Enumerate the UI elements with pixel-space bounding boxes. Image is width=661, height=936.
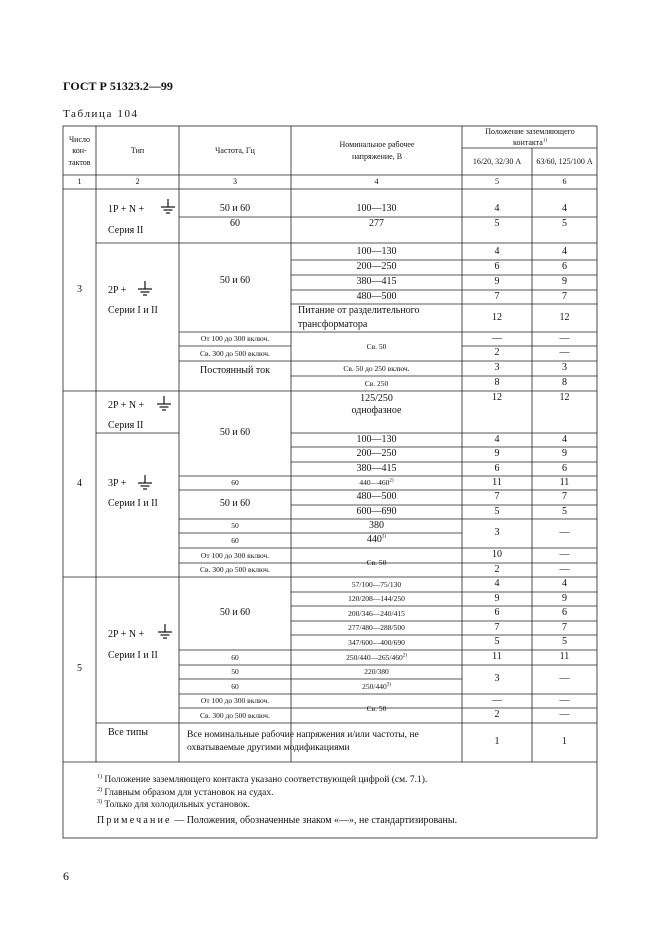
col-number: 2	[135, 177, 140, 186]
col-header-contacts: Число кон-тактов	[68, 135, 91, 167]
voltage: 600—690	[356, 505, 397, 517]
earth-position-16a: 6	[494, 462, 500, 474]
type-series: Серии I и II	[108, 497, 158, 509]
frequency: Св. 300 до 500 включ.	[200, 710, 270, 720]
type-label: Все типы	[108, 726, 148, 738]
voltage: 347/600—400/690	[348, 637, 405, 647]
earth-position-16a: 5	[494, 505, 500, 517]
voltage: 57/100—75/130	[351, 579, 402, 589]
earth-position-16a: 12	[492, 392, 502, 404]
voltage: 125/250	[360, 393, 393, 405]
earth-position-16a: 2	[494, 709, 500, 721]
earth-position-16a: —	[492, 694, 502, 706]
frequency: 50 и 60	[219, 498, 251, 510]
page-number: 6	[63, 869, 69, 883]
col-header-16a: 16/20, 32/30 А	[472, 156, 522, 166]
earth-position-63a: 4	[562, 202, 567, 214]
voltage: Св. 50	[366, 703, 387, 713]
earth-position-16a: 5	[494, 217, 500, 229]
type-label: 3P +	[108, 477, 127, 489]
earth-position-63a: 7	[562, 621, 567, 633]
voltage: 250/440—265/460$^{2)}$	[346, 652, 407, 662]
col-number: 3	[233, 177, 237, 186]
earth-position-16a: 7	[494, 621, 500, 633]
voltage: Св. 250	[364, 378, 389, 388]
earth-position-63a: 4	[562, 246, 567, 258]
earth-position-63a: —	[559, 563, 570, 575]
voltage: Питание от разделительного трансформатора	[298, 304, 420, 330]
type-series: Серия II	[108, 419, 144, 431]
earth-position-16a: 3	[494, 673, 500, 685]
type-series: Серии I и II	[108, 304, 158, 316]
earth-position-63a: 9	[562, 592, 567, 604]
type-series: Серии I и II	[108, 649, 158, 661]
voltage: Св. 50	[366, 341, 387, 351]
frequency: 60	[231, 681, 239, 691]
earth-position-16a: 4	[494, 202, 500, 214]
voltage: 100—130	[356, 433, 397, 445]
voltage: 100—130	[356, 202, 397, 214]
earth-position-16a: 3	[494, 362, 500, 374]
contacts-count: 3	[77, 283, 82, 295]
frequency: 50	[231, 667, 239, 677]
frequency: Постоянный ток	[200, 364, 270, 376]
frequency: 60	[230, 217, 240, 229]
voltage: 440—460$^{2)}$	[359, 478, 394, 488]
frequency: От 100 до 300 включ.	[200, 696, 270, 706]
voltage: 200/346—240/415	[348, 608, 405, 618]
earth-position-16a: 8	[494, 377, 500, 389]
frequency: Св. 300 до 500 включ.	[200, 348, 270, 358]
voltage: 480—500	[356, 290, 397, 302]
col-number: 4	[374, 177, 379, 186]
earth-position-16a: 4	[494, 433, 500, 445]
type-label: 2P + N +	[108, 628, 145, 640]
earth-position-16a: 7	[494, 290, 500, 302]
type-label: 2P +	[108, 284, 127, 296]
earth-position-63a: 9	[562, 276, 567, 288]
earth-position-63a: 9	[562, 448, 567, 460]
earth-position-16a: 5	[494, 636, 500, 648]
contacts-count: 5	[77, 663, 82, 675]
earth-position-16a: 12	[492, 311, 502, 323]
type-series: Серия II	[108, 224, 144, 236]
footnote: $^{2)}$ Главным образом для установок на судах.	[97, 787, 274, 799]
earth-position-16a: 11	[492, 651, 502, 663]
earth-position-16a: 2	[494, 347, 500, 359]
col-header-type: Тип	[130, 145, 145, 155]
earth-position-63a: —	[559, 694, 570, 706]
earth-position-63a: —	[559, 332, 570, 344]
frequency: 50 и 60	[219, 427, 251, 439]
earth-position-16a: 9	[494, 276, 500, 288]
earth-position-63a: 4	[562, 578, 567, 590]
earth-position-63a: 6	[562, 462, 567, 474]
col-header-frequency: Частота, Гц	[215, 145, 255, 155]
earth-position-63a: 1	[562, 736, 567, 748]
earth-position-63a: 5	[562, 636, 567, 648]
voltage: 380—415	[356, 462, 397, 474]
frequency: 50	[231, 521, 239, 531]
earth-position-63a: 3	[562, 362, 567, 374]
col-header-voltage: Номинальное рабочее напряжение, В	[339, 140, 415, 161]
earth-position-63a: 6	[562, 261, 567, 273]
table-caption: Таблица 104	[63, 108, 139, 120]
earth-position-16a: 9	[494, 592, 500, 604]
earth-position-63a: —	[559, 549, 570, 561]
frequency: 60	[231, 652, 239, 662]
voltage: 440$^{3)}$	[366, 534, 387, 546]
earth-position-63a: 12	[559, 392, 570, 404]
earth-position-63a: —	[559, 673, 570, 685]
voltage: 480—500	[356, 491, 397, 503]
earth-position-63a: —	[559, 347, 570, 359]
voltage: 277/480—288/500	[348, 623, 405, 633]
frequency: 50 и 60	[219, 202, 251, 214]
col-number: 6	[562, 177, 567, 186]
earth-position-63a: —	[559, 709, 570, 721]
earth-position-63a: —	[559, 527, 570, 539]
frequency: От 100 до 300 включ.	[200, 550, 270, 560]
earth-position-63a: 11	[559, 476, 570, 488]
earth-position-16a: 2	[494, 563, 500, 575]
footnote: $^{3)}$ Только для холодильных установок.	[97, 799, 250, 811]
frequency: Св. 300 до 500 включ.	[200, 565, 270, 575]
voltage: 277	[369, 217, 384, 229]
frequency: 50 и 60	[219, 274, 251, 286]
earth-position-16a: 3	[494, 527, 500, 539]
voltage: Св. 50	[366, 557, 387, 567]
voltage: 120/208—144/250	[348, 594, 405, 604]
earth-position-16a: 6	[494, 607, 500, 619]
earth-position-63a: 11	[559, 651, 570, 663]
type-label: 1P + N +	[108, 203, 145, 215]
voltage: 200—250	[356, 448, 397, 460]
earth-position-63a: 4	[562, 433, 567, 445]
earth-position-63a: 7	[562, 290, 567, 302]
voltage: 380	[369, 519, 384, 531]
earth-position-16a: 10	[492, 549, 502, 561]
contacts-count: 4	[77, 477, 82, 489]
voltage: 250/440$^{3)}$	[362, 681, 391, 691]
earth-position-63a: 5	[562, 217, 567, 229]
voltage: 200—250	[356, 261, 397, 273]
voltage: Св. 50 до 250 включ.	[343, 363, 410, 373]
earth-position-16a: 4	[494, 246, 500, 258]
frequency: 50 и 60	[219, 607, 251, 619]
col-header-earth-position: Положение заземляющего контакта$^{1)}$	[485, 126, 575, 147]
voltage: 380—415	[356, 276, 397, 288]
earth-position-16a: 9	[494, 448, 500, 460]
table-note: Примечание — Положения, обозначенные знаком «—», не стандартизированы.	[97, 815, 458, 826]
earth-position-16a: 11	[492, 476, 502, 488]
document-header: ГОСТ Р 51323.2—99	[63, 79, 173, 93]
voltage: Все номинальные рабочие напряжения и/или частоты, не охватываемые другими модификациями	[187, 730, 419, 753]
voltage-note: однофазное	[351, 404, 402, 416]
earth-position-16a: 1	[494, 736, 500, 748]
earth-position-16a: —	[492, 332, 502, 344]
col-header-63a: 63/60, 125/100 А	[536, 156, 593, 166]
earth-position-63a: 5	[562, 505, 567, 517]
earth-position-63a: 8	[562, 377, 567, 389]
earth-position-63a: 7	[562, 491, 567, 503]
earth-position-16a: 6	[494, 261, 500, 273]
earth-position-16a: 4	[494, 578, 500, 590]
frequency: 60	[231, 535, 239, 545]
earth-position-63a: 6	[562, 607, 567, 619]
col-number: 1	[77, 177, 82, 186]
footnote: $^{1)}$ Положение заземляющего контакта указано соответствующей цифрой (см. 7.1).	[97, 774, 428, 786]
voltage: 220/380	[364, 667, 389, 677]
frequency: 60	[231, 478, 239, 488]
type-label: 2P + N +	[108, 399, 145, 411]
earth-position-63a: 12	[559, 311, 570, 323]
col-number: 5	[495, 177, 499, 186]
frequency: От 100 до 300 включ.	[200, 334, 270, 344]
earth-position-16a: 7	[494, 491, 500, 503]
voltage: 100—130	[356, 246, 397, 258]
